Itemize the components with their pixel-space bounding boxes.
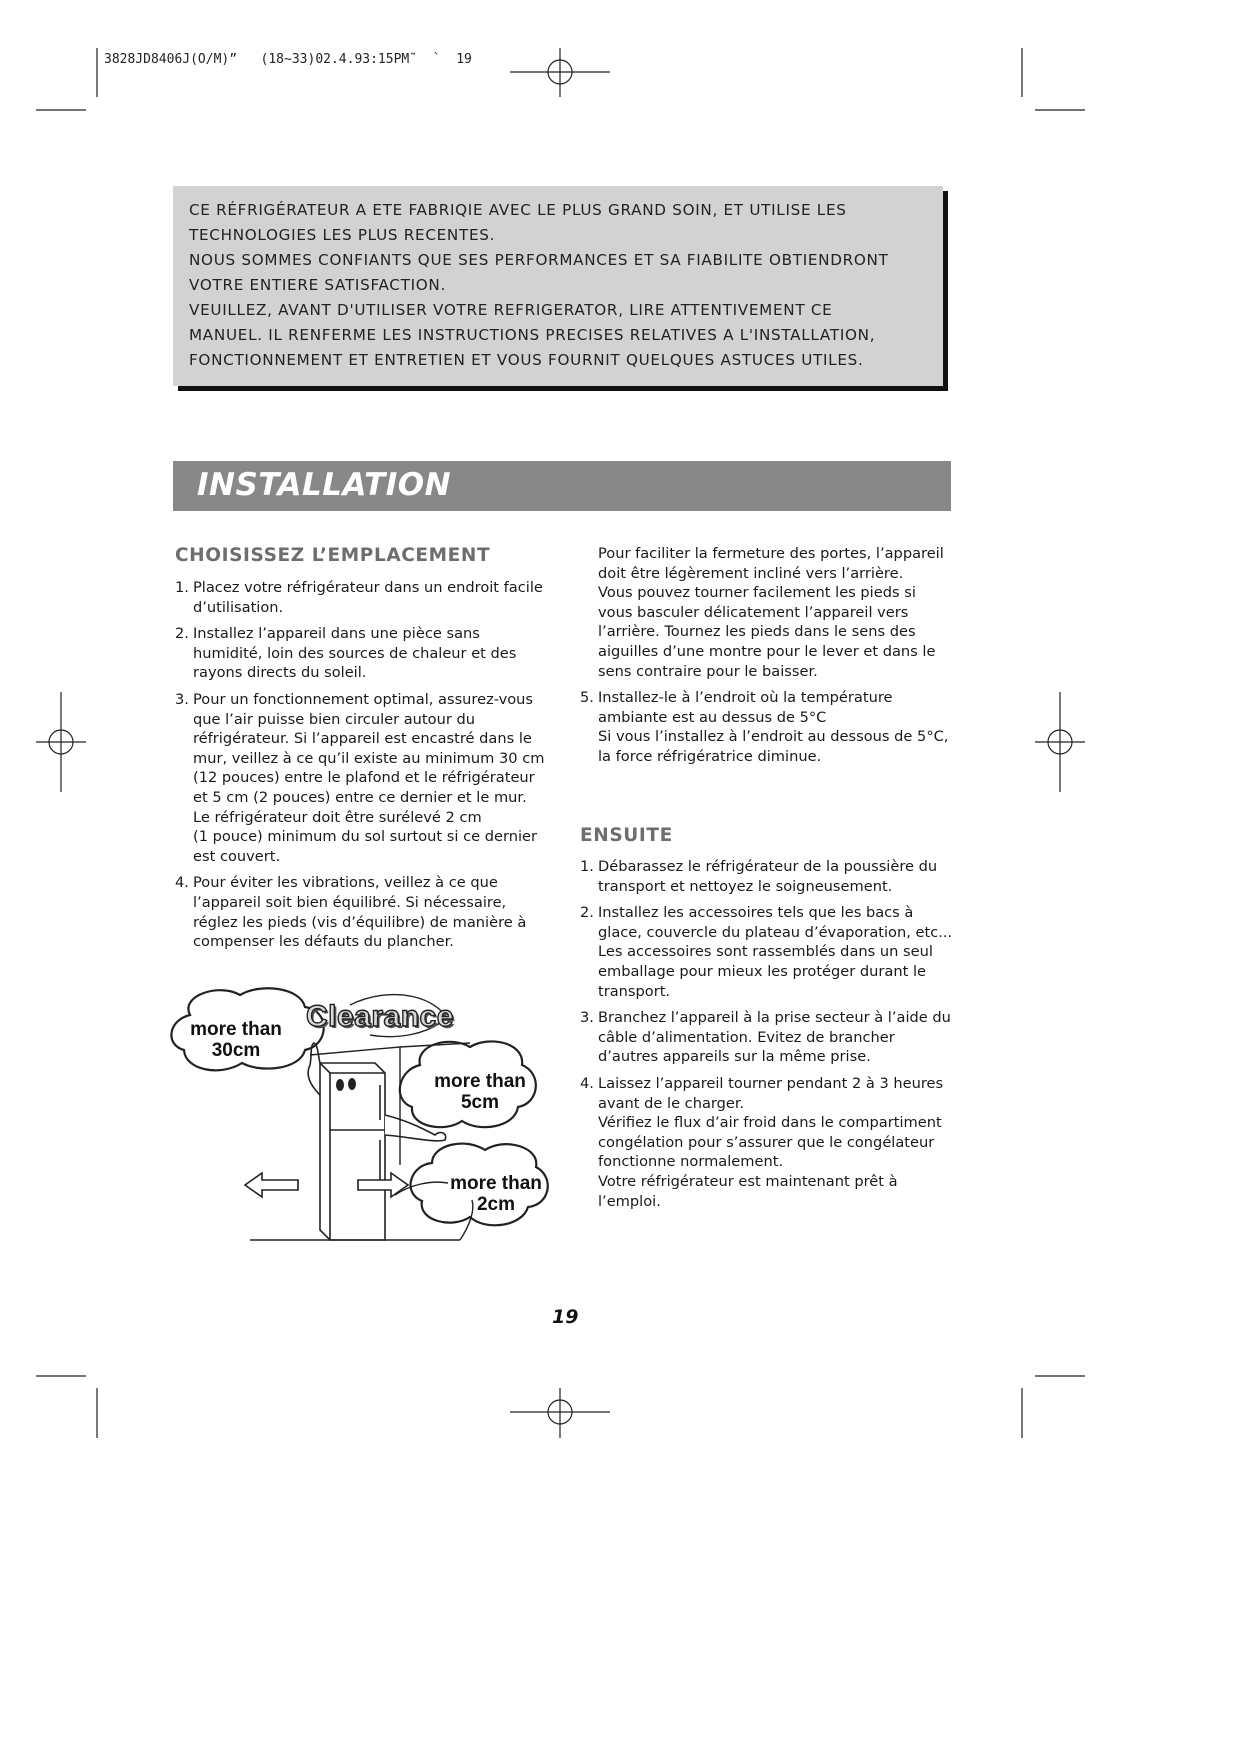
text-line: l’arrière. Tournez les pieds dans le sens des [598,623,916,641]
item-line: réglez les pieds (vis d’équilibre) de manière à [193,913,527,931]
list-item [580,688,955,766]
item-line: Branchez l’appareil à la prise secteur à l’aide du [598,1009,951,1027]
text-line: Pour faciliter la fermeture des portes, l’appareil [598,545,944,562]
bubble-floor-label [436,1173,556,1215]
item-number: 4. [580,1074,594,1092]
item-line: fonctionne normalement. [598,1153,784,1171]
item-line: transport et nettoyez le soigneusement. [598,877,893,895]
bubble-line: 2cm [476,1194,516,1215]
item-line: congélation pour s’assurer que le congélateur [598,1133,935,1151]
intro-line: VEUILLEZ, AVANT D'UTILISER VOTRE REFRIGERATOR, LIRE ATTENTIVEMENT CE [189,301,833,319]
bubble-wall-label [420,1071,540,1113]
intro-line: CE RÉFRIGÉRATEUR A ETE FABRIQIE AVEC LE PLUS GRAND SOIN, ET UTILISE LES [189,201,847,219]
item-line: Vérifiez le flux d’air froid dans le compartiment [598,1114,942,1132]
item-line: Pour un fonctionnement optimal, assurez-vous [193,690,534,708]
item-number: 4. [175,874,189,892]
item-number: 3. [580,1009,594,1027]
item-line: Les accessoires sont rassemblés dans un seul [598,943,933,961]
item-line: que l’air puisse bien circuler autour du [193,710,475,728]
item-line: est couvert. [193,847,281,865]
intro-line: VOTRE ENTIERE SATISFACTION. [189,276,447,294]
bubble-ceiling-label [186,1019,286,1061]
item-line: mur, veillez à ce qu’il existe au minimum 30 cm [193,749,545,767]
item-line: Laissez l’appareil tourner pendant 2 à 3 heures [598,1074,944,1092]
item-line: (1 pouce) minimum du sol surtout si ce dernier [193,828,537,846]
item-line: avant de le charger. [598,1094,745,1112]
text-line: Vous pouvez tourner facilement les pieds si [598,584,916,602]
item-line: Pour éviter les vibrations, veillez à ce que [193,874,498,892]
item-number: 1. [580,858,594,875]
bubble-line: more than [434,1071,526,1092]
item-line: compenser les défauts du plancher. [193,933,454,951]
page-number: 19 [552,1306,579,1328]
item-number: 2. [175,625,189,643]
item-line: Installez les accessoires tels que les bacs à [598,904,914,922]
intro-notice-box [173,186,943,386]
item-line: rayons directs du soleil. [193,664,367,682]
list-item [175,690,555,866]
heading-choose-location: CHOISISSEZ L’EMPLACEMENT [175,545,491,566]
item-line: câble d’alimentation. Evitez de brancher [598,1028,895,1046]
intro-line: NOUS SOMMES CONFIANTS QUE SES PERFORMANCES ET SA FIABILITE OBTIENDRONT [189,251,889,269]
item-line: Le réfrigérateur doit être surélevé 2 cm [193,808,482,826]
item-line: Placez votre réfrigérateur dans un endroit facile [193,579,543,596]
item-line: et 5 cm (2 pouces) entre ce dernier et le mur. [193,788,527,806]
item-line: Débarassez le réfrigérateur de la poussière du [598,858,938,875]
list-item [175,873,555,951]
item-line: Installez-le à l’endroit où la température [598,689,893,707]
section-banner [173,461,951,511]
item-number: 5. [580,689,594,707]
item-number: 3. [175,690,189,708]
item-line: l’emploi. [598,1192,661,1210]
right-column-continuation [580,544,955,774]
list-item [580,1008,955,1067]
bubble-line: 5cm [460,1092,500,1113]
text-line: vous basculer délicatement l’appareil vers [598,603,909,621]
item-line: glace, couvercle du plateau d’évaporation, etc... [598,923,953,941]
item-line: Si vous l’installez à l’endroit au dessous de 5°C, [598,728,949,746]
text-line: aiguilles d’une montre pour le lever et dans le [598,642,936,660]
list-item [175,624,555,683]
item-number: 2. [580,904,594,922]
item-line: la force réfrigératrice diminue. [598,747,822,765]
item-line: (12 pouces) entre le plafond et le réfrigérateur [193,769,535,787]
list-item [580,1074,955,1211]
item-line: réfrigérateur. Si l’appareil est encastré dans le [193,730,532,748]
intro-line: TECHNOLOGIES LES PLUS RECENTES. [189,226,496,244]
left-column [175,578,555,959]
list-item [580,903,955,1001]
print-slug: 3828JD8406J(O/M)” (18~33)02.4.93:15PM˜ ` 19 [104,52,472,67]
item-line: l’appareil soit bien équilibré. Si nécessaire, [193,893,507,911]
list-item [175,578,555,617]
bubble-line: more than [450,1173,542,1194]
item-line: emballage pour mieux les protéger durant le [598,962,927,980]
right-column-then [580,857,955,1218]
text-line: doit être légèrement incliné vers l’arrière. [598,564,904,582]
item-line: Installez l’appareil dans une pièce sans [193,625,480,643]
list-item [580,857,955,896]
heading-then: ENSUITE [580,825,673,846]
intro-line: FONCTIONNEMENT ET ENTRETIEN ET VOUS FOURNIT QUELQUES ASTUCES UTILES. [189,351,864,369]
item-line: transport. [598,982,671,1000]
section-title: INSTALLATION [197,467,452,503]
item-line: d’utilisation. [193,598,284,616]
intro-line: MANUEL. IL RENFERME LES INSTRUCTIONS PRECISES RELATIVES A L'INSTALLATION, [189,326,876,344]
item-line: ambiante est au dessus de 5°C [598,708,827,726]
item-line: d’autres appareils sur la même prise. [598,1048,871,1066]
bubble-line: 30cm [211,1040,261,1061]
item-line: Votre réfrigérateur est maintenant prêt à [598,1172,898,1190]
item-line: humidité, loin des sources de chaleur et des [193,644,517,662]
figure-title: Clearance [306,1000,454,1033]
bubble-line: more than [190,1019,282,1040]
item-number: 1. [175,579,189,596]
text-line: sens contraire pour le baisser. [598,662,818,680]
